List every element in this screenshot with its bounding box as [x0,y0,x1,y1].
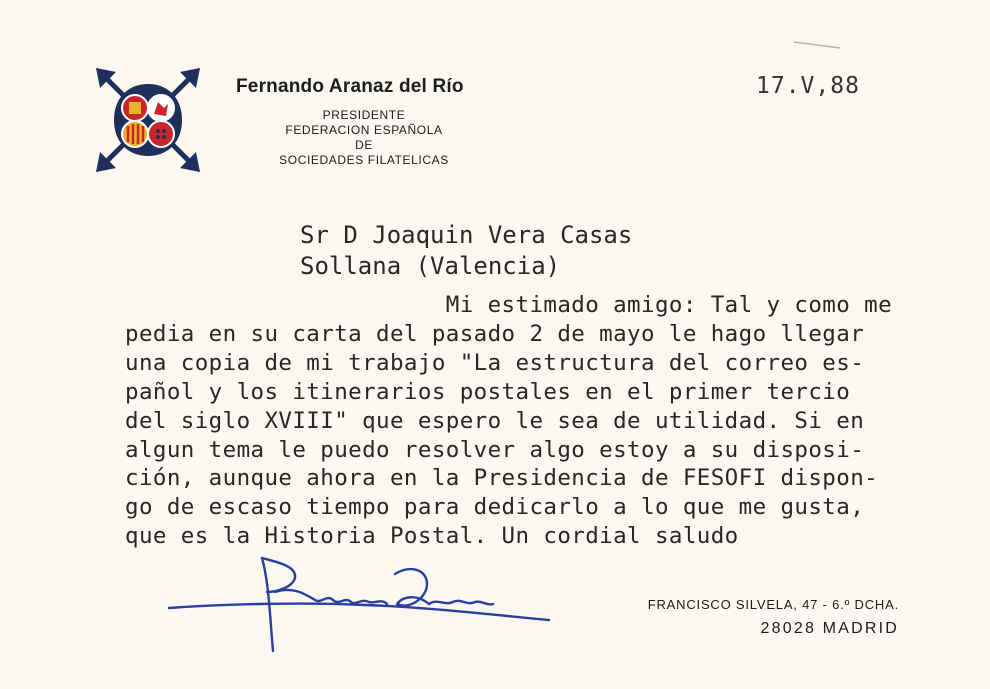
body-line: pedia en su carta del pasado 2 de mayo le hago llegar [125,320,865,347]
body-line: ción, aunque ahora en la Presidencia de FESOFI dispon- [125,465,879,492]
recipient-block [300,220,632,282]
body-line: una copia de mi trabajo "La estructura del correo es- [125,349,865,376]
sender-title-line: PRESIDENTE [322,108,406,122]
body-line: Mi estimado amigo: Tal y como me [125,292,893,318]
body-line: que es la Historia Postal. Un cordial saludo [125,523,739,550]
sender-name: Fernando Aranaz del Río [236,76,464,97]
body-line: del siglo XVIII" que espero le sea de utilidad. Si en [125,407,865,434]
letter-body [125,291,892,551]
recipient-location: Sollana (Valencia) [300,252,561,280]
sender-title-line: FEDERACION ESPAÑOLA [285,123,443,137]
letter-date: 17.V,88 [756,73,860,99]
body-line: go de escaso tiempo para dedicarlo a lo que me gusta, [125,494,865,521]
body-line: algun tema le puedo resolver algo estoy a su disposi- [125,436,865,463]
sender-title-line: DE [355,138,373,152]
handwritten-signature [165,548,555,663]
sender-title [248,108,480,168]
address-street: FRANCISCO SILVELA, 47 - 6.º DCHA. [647,597,899,612]
footer-address [609,597,899,638]
sender-title-line: SOCIEDADES FILATELICAS [279,153,449,167]
paper-mark [780,36,850,56]
address-city: 28028 MADRID [760,620,899,637]
federation-emblem-icon [92,64,204,176]
body-line: pañol y los itinerarios postales en el primer tercio [125,378,851,405]
recipient-name: Sr D Joaquin Vera Casas [300,221,633,249]
